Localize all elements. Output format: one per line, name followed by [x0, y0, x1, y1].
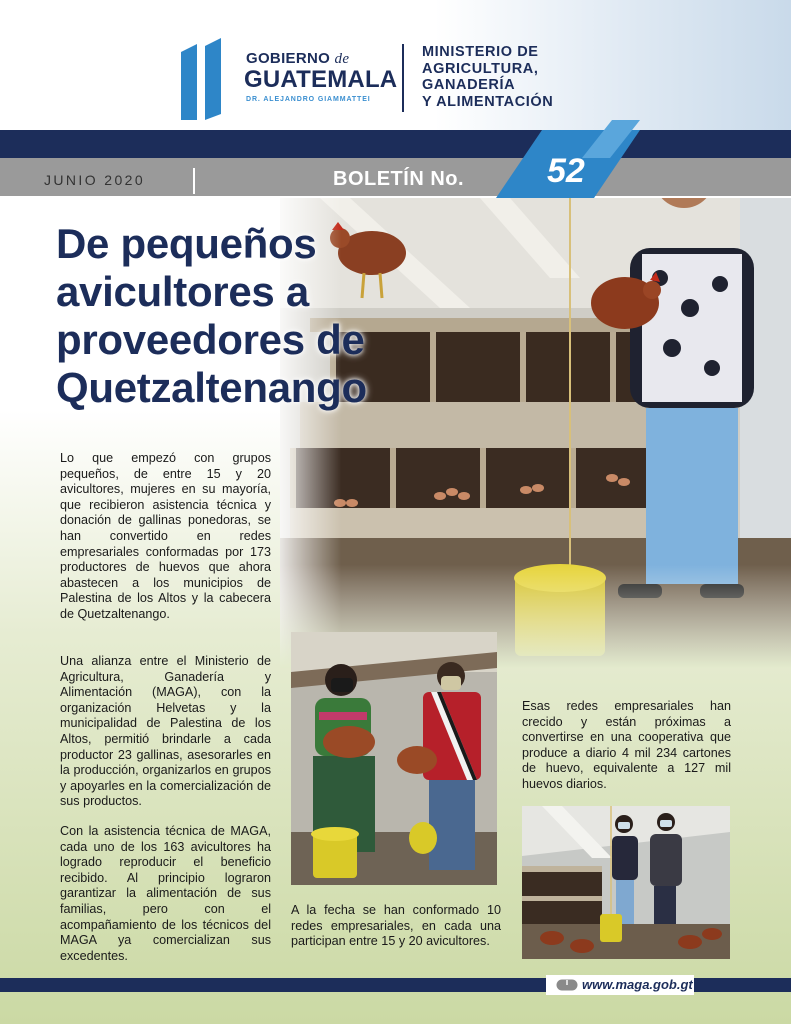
paragraph-technical-assistance: Con la asistencia técnica de MAGA, cada uno de los 163 avicultores ha logrado reproducir el beneficio recibido. Al principio lograron garantizar la alimentación de sus familias, pero con el acompañamiento de los técnicos del MAGA ya comercializan sus excedentes.	[60, 824, 271, 963]
headline	[56, 220, 367, 412]
president-label: DR. ALEJANDRO GIAMMATTEI	[246, 96, 371, 103]
ministry-line: AGRICULTURA,	[422, 60, 539, 77]
headline-line: De pequeños	[56, 220, 317, 267]
guatemala-label: GUATEMALA	[244, 66, 398, 93]
mouse-icon	[556, 979, 578, 991]
top-navy-band	[0, 130, 791, 158]
paragraph-alliance: Una alianza entre el Ministerio de Agricultura, Ganadería y Alimentación (MAGA), con la organización Helvetas y la municipalidad de Palestina de los Altos, permitió brindarle a cada productor 23 gallinas, asesorarles en la producción, organizarlos en grupos y apoyarles en la comercialización de sus productos.	[60, 654, 271, 809]
guatemala-government-bars-icon	[181, 38, 231, 120]
header	[0, 0, 791, 130]
issue-date: JUNIO 2020	[44, 172, 146, 188]
header-divider	[402, 44, 404, 112]
headline-line: Quetzaltenango	[56, 364, 367, 411]
headline-line: proveedores de	[56, 316, 365, 363]
photo-farmers-in-coop	[522, 806, 730, 959]
headline-line: avicultores a	[56, 268, 309, 315]
ministry-name	[422, 44, 553, 110]
bulletin-label: BOLETÍN No.	[333, 168, 465, 190]
paragraph-intro: Lo que empezó con grupos pequeños, de entre 15 y 20 avicultores, mujeres en su mayoría, que recibieron asistencia técnica y donación de gallinas ponedoras, se han convertido en redes empresariales conformadas por 173 productores de huevos que ahora abastecen a los municipios de Palestina de los Altos y la cabecera de Quetzaltenango.	[60, 451, 271, 621]
ministry-line: MINISTERIO DE	[422, 44, 539, 60]
ministry-line: GANADERÍA	[422, 77, 516, 93]
gobierno-label: GOBIERNO de	[246, 50, 350, 67]
paragraph-cooperative: Esas redes empresariales han crecido y están próximas a convertirse en una cooperativa que produce a diario 4 mil 234 cartones de huevo, equivalente a 127 mil huevos diarios.	[522, 699, 731, 791]
photo-farmers-with-hens	[291, 632, 497, 885]
ministry-line: Y ALIMENTACIÓN	[422, 93, 554, 110]
bulletin-number: 52	[547, 152, 585, 190]
date-divider	[193, 168, 195, 194]
paragraph-networks: A la fecha se han conformado 10 redes empresariales, en cada una participan entre 15 y 20 avicultores.	[291, 903, 501, 949]
website-link[interactable]: www.maga.gob.gt	[582, 977, 693, 992]
